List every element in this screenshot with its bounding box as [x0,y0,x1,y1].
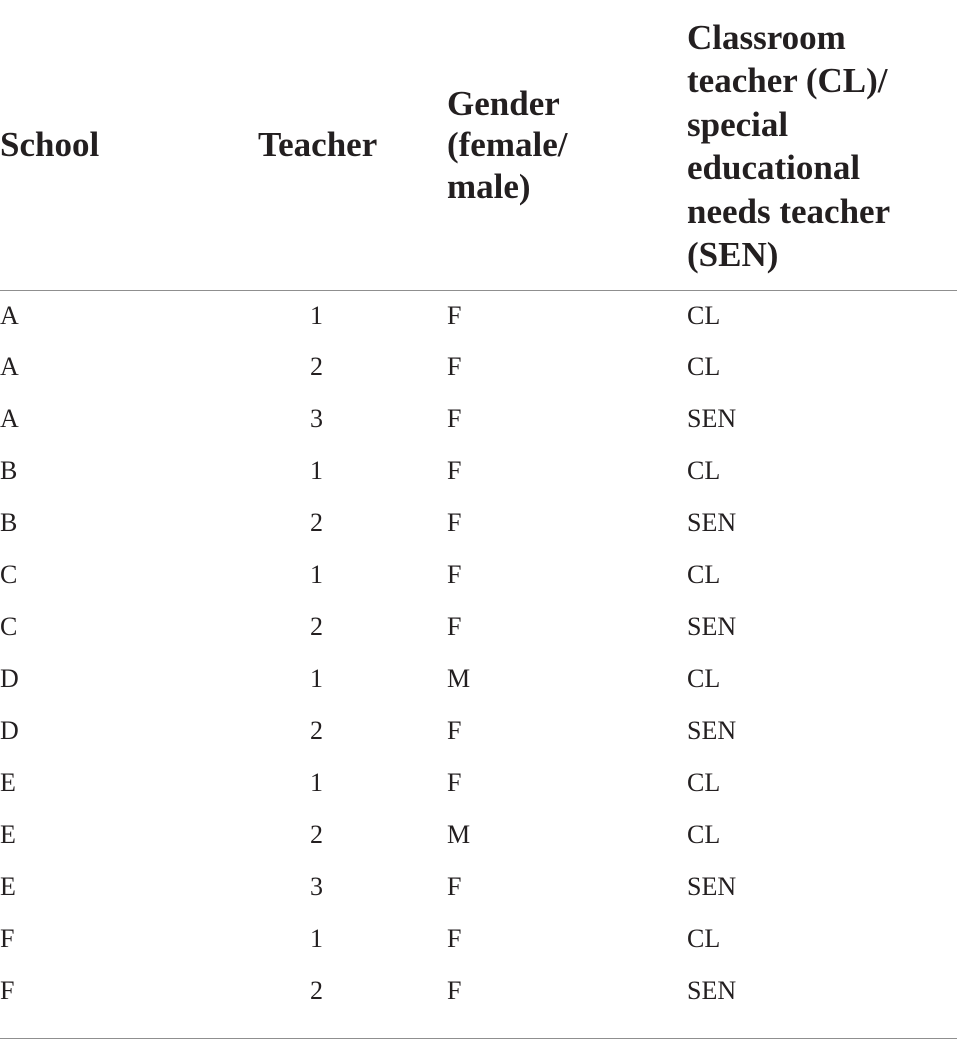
cell-role: CL [687,664,721,693]
table-row [0,913,957,965]
table-row [0,757,957,809]
cell-school: E [0,820,16,849]
header-role-line: needs teacher [687,191,891,231]
header-gender [447,0,687,291]
cell-school: E [0,872,16,901]
table-row [0,497,957,549]
table-row [0,965,957,1017]
cell-school: A [0,352,19,381]
cell-teacher: 2 [310,508,323,537]
cell-role: SEN [687,976,737,1005]
cell-role: CL [687,456,721,485]
cell-gender: F [447,301,462,330]
table-bottom-rule [0,1038,957,1039]
table-row [0,291,957,342]
header-role-line: educational [687,148,861,187]
cell-school: D [0,664,19,693]
cell-gender: F [447,872,462,901]
header-role-line: (SEN) [687,235,779,274]
cell-role: CL [687,924,721,953]
cell-school: A [0,301,19,330]
table-row [0,601,957,653]
cell-gender: M [447,820,471,849]
cell-teacher: 2 [310,612,323,641]
cell-teacher: 2 [310,820,323,849]
cell-school: C [0,612,18,641]
cell-school: F [0,924,15,953]
cell-role: CL [687,768,721,797]
table-header [0,0,957,291]
cell-school: B [0,508,18,537]
cell-teacher: 2 [310,976,323,1005]
cell-gender: F [447,924,462,953]
cell-role: SEN [687,404,737,433]
cell-gender: F [447,508,462,537]
cell-school: D [0,716,19,745]
cell-school: A [0,404,19,433]
cell-teacher: 1 [310,560,323,589]
table-row [0,549,957,601]
header-role-line: teacher (CL)/ [687,61,888,100]
header-role-line: Classroom [687,17,846,57]
cell-gender: F [447,560,462,589]
cell-gender: M [447,664,471,693]
header-school: School [0,0,258,291]
header-gender-line: (female/ [447,125,568,165]
table-row [0,705,957,757]
cell-teacher: 1 [310,301,323,330]
table-row [0,653,957,705]
table-row [0,393,957,445]
cell-school: B [0,456,18,485]
cell-role: CL [687,560,721,589]
cell-gender: F [447,456,462,485]
cell-gender: F [447,716,462,745]
cell-teacher: 3 [310,872,323,901]
cell-gender: F [447,352,462,381]
cell-teacher: 3 [310,404,323,433]
cell-role: SEN [687,508,737,537]
cell-teacher: 1 [310,456,323,485]
cell-role: CL [687,301,721,330]
header-gender-line: Gender [447,83,560,123]
cell-role: SEN [687,872,737,901]
cell-gender: F [447,404,462,433]
table-row [0,861,957,913]
cell-teacher: 1 [310,664,323,693]
table-body [0,291,957,1018]
cell-gender: F [447,976,462,1005]
cell-role: CL [687,352,721,381]
header-role [687,0,957,291]
cell-role: CL [687,820,721,849]
table-row [0,809,957,861]
cell-school: F [0,976,15,1005]
cell-school: E [0,768,16,797]
cell-gender: F [447,612,462,641]
header-teacher: Teacher [258,0,447,291]
cell-teacher: 1 [310,768,323,797]
cell-teacher: 2 [310,716,323,745]
cell-gender: F [447,768,462,797]
header-row [0,0,957,291]
cell-role: SEN [687,612,737,641]
cell-teacher: 1 [310,924,323,953]
table-row [0,341,957,393]
header-role-line: special [687,104,789,144]
cell-teacher: 2 [310,352,323,381]
cell-role: SEN [687,716,737,745]
header-gender-line: male) [447,166,531,206]
cell-school: C [0,560,18,589]
table-row [0,445,957,497]
